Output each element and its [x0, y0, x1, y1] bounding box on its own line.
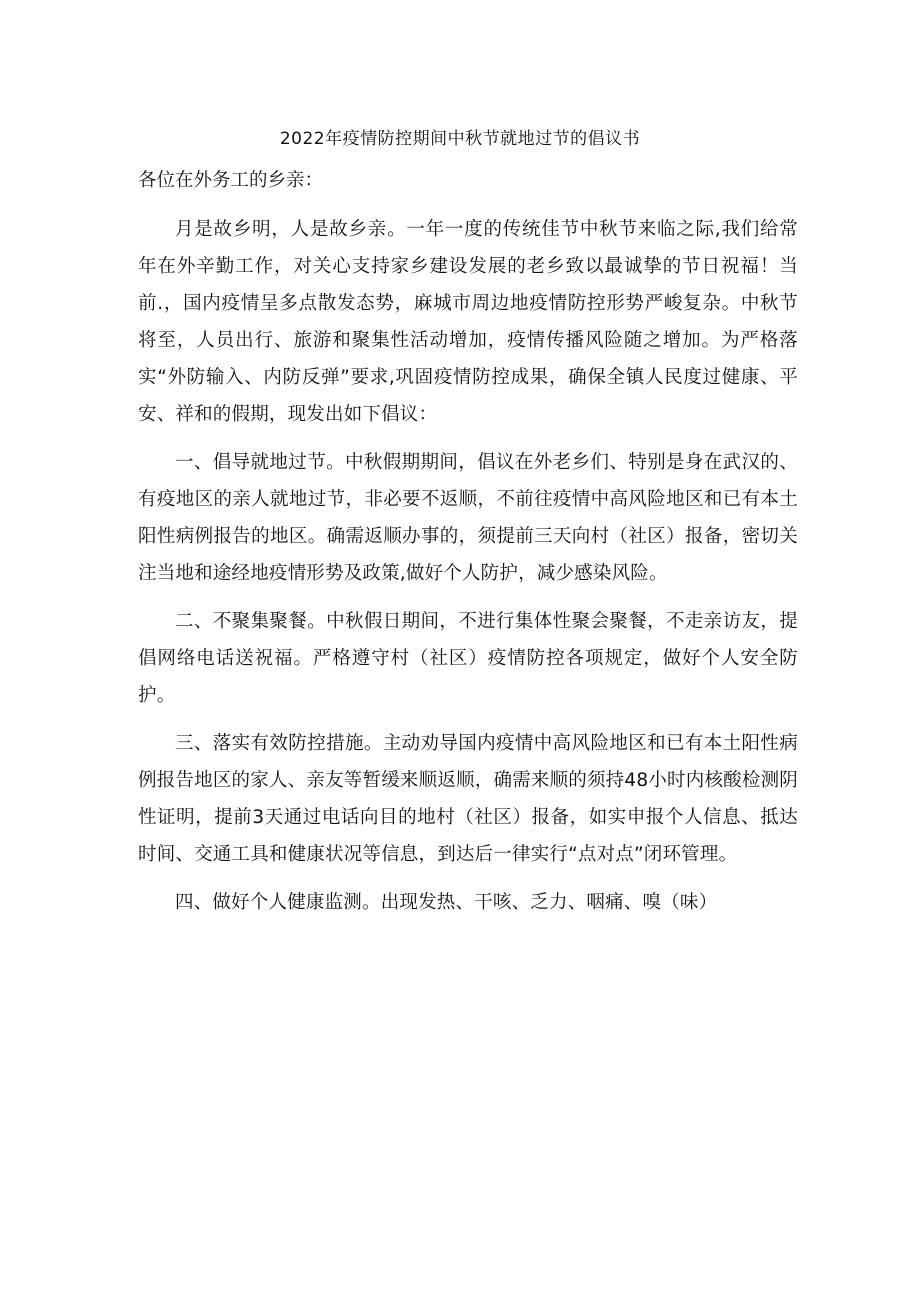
salutation: 各位在外务工的乡亲：	[138, 170, 324, 191]
document-title: 2022年疫情防控期间中秋节就地过节的倡议书	[279, 129, 641, 149]
document-body	[138, 211, 798, 932]
paragraph-point-3: 三、落实有效防控措施。主动劝导国内疫情中高风险地区和已有本土阳性病例报告地区的家人、亲友等暂缓来顺返顺，确需来顺的须持48小时内核酸检测阴性证明，提前3天通过电话向目的地村（社区）报备，如实申报个人信息、抵达时间、交通工具和健康状况等信息，到达后一律实行“点对点”闭环管理。	[138, 733, 798, 865]
paragraph-point-2: 二、不聚集聚餐。中秋假日期间，不进行集体性聚会聚餐，不走亲访友，提倡网络电话送祝福。严格遵守村（社区）疫情防控各项规定，做好个人安全防护。	[138, 611, 798, 706]
paragraph-intro: 月是故乡明，人是故乡亲。一年一度的传统佳节中秋节来临之际,我们给常年在外辛勤工作，对关心支持家乡建设发展的老乡致以最诚挚的节日祝福！当前.，国内疫情呈多点散发态势，麻城市周边地疫情防控形势严峻复杂。中秋节将至，人员出行、旅游和聚集性活动增加，疫情传播风险随之增加。为严格落实“外防输入、内防反弹”要求,巩固疫情防控成果，确保全镇人民度过健康、平安、祥和的假期，现发出如下倡议：	[138, 219, 798, 425]
paragraph-point-4: 四、做好个人健康监测。出现发热、干咳、乏力、咽痛、嗅（味）	[175, 892, 718, 913]
paragraph-point-1: 一、倡导就地过节。中秋假期期间，倡议在外老乡们、特别是身在武汉的、有疫地区的亲人就地过节，非必要不返顺，不前往疫情中高风险地区和已有本土阳性病例报告的地区。确需返顺办事的，须提前三天向村（社区）报备，密切关注当地和途经地疫情形势及政策,做好个人防护，减少感染风险。	[138, 452, 798, 584]
